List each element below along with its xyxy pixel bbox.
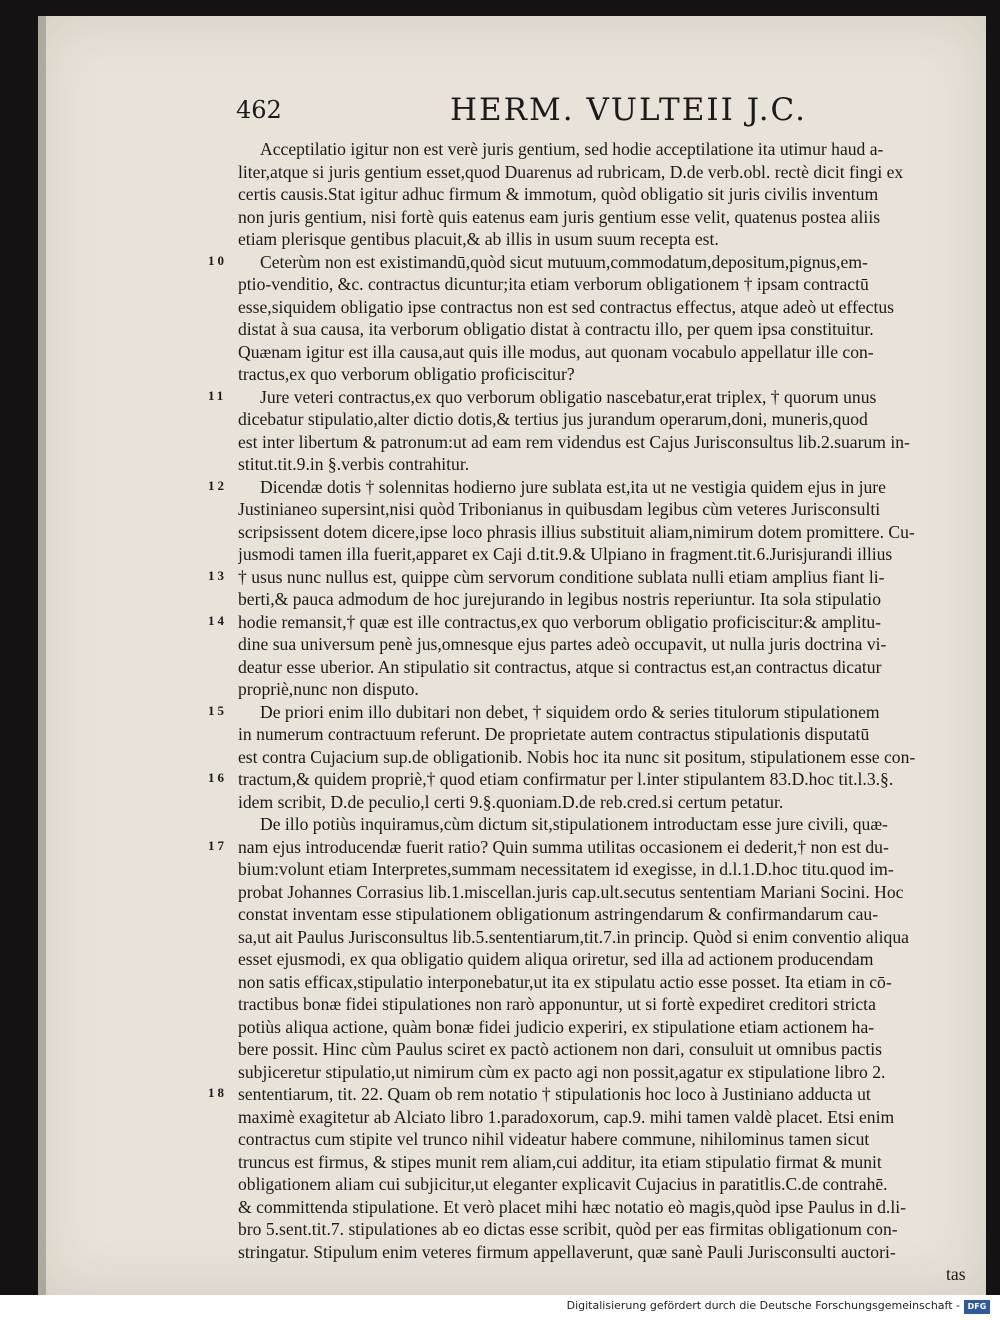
text-line: est inter libertum & patronum:ut ad eam rem videndus est Cajus Jurisconsultus lib.2.suarum in- <box>238 431 910 452</box>
text-line: distat à sua causa, ita verborum obligatio distat à contractu illo, per quem ipsa constituitur. <box>238 319 874 339</box>
text-line: Justinianeo supersint,nisi quòd Tribonianus in quibusdam legibus cùm veteres Jurisconsulti <box>238 499 881 519</box>
text-line: berti,& pauca admodum de hoc jurejurando in legibus nostris reperiuntur. Ita sola stipulatio <box>238 589 881 609</box>
text-line: De priori enim illo dubitari non debet, † siquidem ordo & series titulorum stipulationem <box>260 701 880 722</box>
text-line: jusmodi tamen illa fuerit,apparet ex Caji d.tit.9.& Ulpiano in fragment.tit.6.Jurisjurandi illius <box>238 544 893 564</box>
text-line: tractibus bonæ fidei stipulationes non rarò apponuntur, ut si fortè expediret creditori stricta <box>238 994 876 1014</box>
text-line: scripsissent dotem dicere,ipse loco phrasis illius substituit aliam,nimirum dotem promittere. Cu- <box>238 521 915 542</box>
text-line: stringatur. Stipulum enim veteres firmum appellaverunt, quæ sanè Pauli Jurisconsulti auctori- <box>238 1241 896 1262</box>
text-line: subjiceretur stipulatio,ut nimirum cùm ex pacto agi non possit,agatur ex stipulatione libro 2. <box>238 1061 886 1082</box>
text-line: tractus,ex quo verborum obligatio proficiscitur? <box>238 364 575 384</box>
text-line: dine sua universum penè jus,omnesque ejus partes adeò occupavit, ut nulla juris doctrina vi- <box>238 634 887 654</box>
text-line: potiùs aliqua actione, quàm bonæ fidei judicio experiri, ex stipulatione etiam actionem ha- <box>238 1016 875 1037</box>
margin-number: 18 <box>208 1085 227 1100</box>
footer-credit: Digitalisierung gefördert durch die Deutsche Forschungsgemeinschaft - <box>566 1299 960 1312</box>
text-line: hodie remansit,† quæ est ille contractus,ex quo verborum obligatio proficiscitur:& amplitu- <box>238 611 882 632</box>
book-page <box>38 16 986 1295</box>
text-line: bere possit. Hinc cùm Paulus sciret ex pactò actionem non dari, consuluit ut omnibus pactis <box>238 1039 882 1059</box>
page-header <box>38 92 986 132</box>
text-line: non satis efficax,stipulatio interponebatur,ut ita ex stipulatu actio esse posset. Ita etiam in cō- <box>238 971 892 992</box>
text-line: sa,ut ait Paulus Jurisconsultus lib.5.sententiarum,tit.7.in princip. Quòd si enim conventio aliqua <box>238 926 909 947</box>
margin-number: 12 <box>208 477 227 493</box>
text-line: deatur esse uberior. An stipulatio sit contractus, atque si contractus est,an contractus dicatur <box>238 656 882 677</box>
text-line: tractum,& quidem propriè,† quod etiam confirmatur per l.inter stipulantem 83.D.hoc tit.l.3.§. <box>238 769 894 789</box>
text-line: Ceterùm non est existimandū,quòd sicut mutuum,commodatum,depositum,pignus,em- <box>260 251 868 272</box>
margin-number: 13 <box>208 567 227 583</box>
text-line: & committenda stipulatione. Et verò placet mihi hæc notatio eò magis,quòd ipse Paulus in d.li- <box>238 1196 906 1217</box>
margin-number: 11 <box>208 387 227 403</box>
text-line: stitut.tit.9.in §.verbis contrahitur. <box>238 454 470 474</box>
text-line: esset ejusmodi, ex qua obligatio quidem aliqua oriretur, sed illa ad actionem producendam <box>238 949 874 969</box>
text-line: constat inventam esse stipulationem obligationum astringendarum & confirmandarum cau- <box>238 904 879 924</box>
text-line: certis causis.Stat igitur adhuc firmum & immotum, quòd obligatio sit juris civilis inventum <box>238 184 879 204</box>
text-line: De illo potiùs inquiramus,cùm dictum sit,stipulationem introductam esse jure civili, quæ- <box>260 814 888 834</box>
text-line: contractus cum stipite vel trunco nihil videatur habere commune, nihilominus tamen sicut <box>238 1129 870 1149</box>
text-line: ptio-venditio, &c. contractus dicuntur;ita etiam verborum obligationem † ipsam contractū <box>238 274 869 294</box>
text-line: bro 5.sent.tit.7. stipulationes ab eo dictas esse scribit, quòd per eas firmitas obligationum con- <box>238 1219 898 1239</box>
footer-bar <box>0 1295 1000 1320</box>
text-line: bium:volunt etiam Interpretes,summam necessitatem id exegisse, in d.l.1.D.hoc titu.quod im- <box>238 859 894 879</box>
text-line: propriè,nunc non disputo. <box>238 679 419 699</box>
margin-number: 15 <box>208 702 227 718</box>
text-line: est contra Cujacium sup.de obligationib. Nobis hoc ita nunc sit positum, stipulationem esse con- <box>238 746 916 767</box>
page-number: 462 <box>236 96 282 124</box>
text-line: Quænam igitur est illa causa,aut quis ille modus, aut quonam vocabulo appellatur ille con- <box>238 341 874 362</box>
text-line: truncus est firmus, & stipes munit rem aliam,cui additur, ita etiam stipulatio firmat & munit <box>238 1151 882 1172</box>
text-line: etiam plerisque gentibus placuit,& ab illis in usum suum recepta est. <box>238 229 719 249</box>
text-line: esse,siquidem obligatio ipse contractus non est sed contractus effectus, atque adeò ut effectus <box>238 296 894 317</box>
text-line: tas <box>946 1264 966 1284</box>
margin-number: 16 <box>208 770 227 785</box>
margin-number: 14 <box>208 612 227 628</box>
text-line: liter,atque si juris gentium esset,quod Duarenus ad rubricam, D.de verb.obl. rectè dicit fingi ex <box>238 161 904 182</box>
text-line: sententiarum, tit. 22. Quam ob rem notatio † stipulationis hoc loco à Justiniano adducta ut <box>238 1084 871 1104</box>
margin-number: 10 <box>208 252 227 268</box>
text-line: probat Johannes Corrasius lib.1.miscellan.juris cap.ult.secutus sententiam Mariani Socini. Hoc <box>238 881 904 902</box>
text-line: Jure veteri contractus,ex quo verborum obligatio nascebatur,erat triplex, † quorum unus <box>260 386 877 407</box>
margin-number: 17 <box>208 837 227 853</box>
text-line: † usus nunc nullus est, quippe cùm servorum conditione sublata nulli etiam amplius fiant li- <box>238 566 885 587</box>
text-line: non juris gentium, nisi fortè quis eatenus eam juris gentium esse velit, quatenus postea aliis <box>238 206 881 227</box>
text-line: Dicendæ dotis † solennitas hodierno jure sublata est,ita ut ne vestigia quidem ejus in jure <box>260 476 886 497</box>
dfg-logo: DFG <box>964 1300 990 1314</box>
text-line: Acceptilatio igitur non est verè juris gentium, sed hodie acceptilatione ita utimur haud a- <box>260 139 884 159</box>
text-line: maximè exagitetur ab Alciato libro 1.paradoxorum, cap.9. mihi tamen valdè placet. Etsi enim <box>238 1106 895 1127</box>
text-line: nam ejus introducendæ fuerit ratio? Quin summa utilitas occasionem ei dederit,† non est du- <box>238 836 889 857</box>
text-line: obligationem aliam cui subjicitur,ut eleganter explicavit Cujacius in paratitlis.C.de contrahē. <box>238 1174 888 1194</box>
text-line: idem scribit, D.de peculio,l certi 9.§.quoniam.D.de reb.cred.si certum petatur. <box>238 791 784 812</box>
running-head: HERM. VULTEII J.C. <box>450 92 808 128</box>
text-line: in numerum contractuum referunt. De proprietate autem contractus stipulationis disputatū <box>238 724 870 744</box>
text-line: dicebatur stipulatio,alter dictio dotis,& tertius jus jurandum operarum,doni, muneris,quod <box>238 409 868 429</box>
